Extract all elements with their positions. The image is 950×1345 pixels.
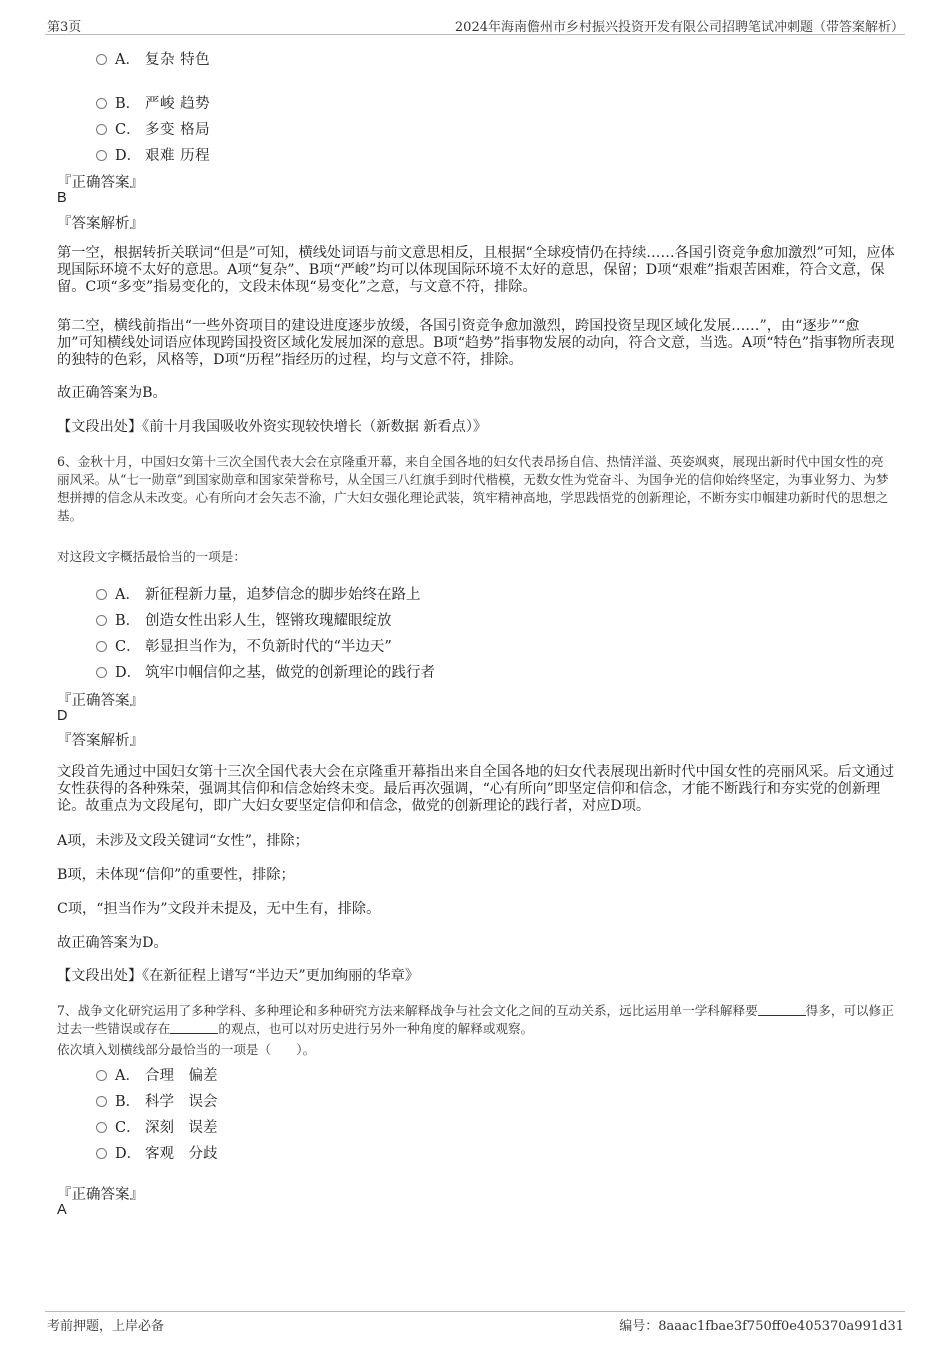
- radio-icon[interactable]: [96, 98, 107, 109]
- analysis-paragraph: 第二空，横线前指出“一些外资项目的建设进度逐步放缓，各国引资竞争愈加激烈，跨国投资呈现区域化发展……”，由“逐步”“愈加”可知横线处词语应体现跨国投资区域化发展加深的意思。B项“趋势”指事物发展的动向，符合文意，当选。A项“特色”指事物所表现的独特的色彩，风格等，D项“历程”指经历的过程，均与文意不符，排除。: [57, 318, 895, 368]
- question-part: 7、战争文化研究运用了多种学科、多种理论和多种研究方法来解释战争与社会文化之间的互动关系，远比运用单一学科解释要: [57, 1003, 758, 1018]
- correct-answer-heading: 『正确答案』: [57, 1187, 144, 1203]
- analysis-item: B项，未体现“信仰”的重要性，排除；: [57, 867, 295, 883]
- document-title: 2024年海南儋州市乡村振兴投资开发有限公司招聘笔试冲刺题（带答案解析）: [454, 20, 904, 35]
- option-label: A．: [115, 1068, 140, 1084]
- option-text: 艰难 历程: [145, 148, 211, 164]
- option-text: 创造女性出彩人生，铿锵玫瑰耀眼绽放: [145, 613, 392, 629]
- question-prompt: 对这段文字概括最恰当的一项是：: [57, 549, 246, 564]
- analysis-item: A项，未涉及文段关键词“女性”，排除；: [57, 833, 309, 849]
- q5-option-d[interactable]: [96, 144, 210, 165]
- radio-icon[interactable]: [96, 615, 107, 626]
- question-text: [57, 1002, 895, 1038]
- option-text: 复杂 特色: [145, 52, 211, 68]
- header-divider: [45, 34, 905, 35]
- q5-option-a[interactable]: [96, 48, 210, 69]
- option-label: D．: [115, 148, 142, 164]
- option-label: C．: [115, 1120, 141, 1136]
- analysis-conclusion: 故正确答案为D。: [57, 935, 168, 951]
- source-citation: 【文段出处】《前十月我国吸收外资实现较快增长（新数据 新看点）》: [57, 419, 488, 435]
- option-label: A．: [115, 587, 140, 603]
- correct-answer-value: D: [57, 708, 68, 724]
- fill-blank: [758, 1003, 806, 1016]
- q7-option-a[interactable]: [96, 1064, 218, 1085]
- question-part: 得多，可以修正过去一些错误或存在: [57, 1003, 894, 1036]
- analysis-paragraph: 第一空，根据转折关联词“但是”可知，横线处词语与前文意思相反，且根据“全球疫情仍在持续……各国引资竞争愈加激烈”可知，应体现国际环境不太好的意思。A项“复杂”、B项“严峻”均可以体现国际环境不太好的意思，保留；D项“艰难”指艰苦困难，符合文意，保留。C项“多变”指易变化的，文段未体现“易变化”之意，与文意不符，排除。: [57, 245, 895, 295]
- q7-option-c[interactable]: [96, 1116, 218, 1137]
- page-number: 第3页: [47, 20, 82, 35]
- option-text: 筑牢巾帼信仰之基，做党的创新理论的践行者: [145, 665, 435, 681]
- q6-option-c[interactable]: [96, 635, 392, 656]
- radio-icon[interactable]: [96, 1122, 107, 1133]
- correct-answer-value: A: [57, 1202, 67, 1218]
- analysis-paragraph: 文段首先通过中国妇女第十三次全国代表大会在京隆重开幕指出来自全国各地的妇女代表展现出新时代中国女性的亮丽风采。后文通过女性获得的各种殊荣，强调其信仰和信念始终未变。最后再次强调，“心有所向”即坚定信仰和信念，才能不断践行和夯实党的创新理论。故重点为文段尾句，即广大妇女要坚定信仰和信念，做党的创新理论的践行者，对应D项。: [57, 764, 895, 814]
- q5-option-c[interactable]: [96, 118, 210, 139]
- option-label: B．: [115, 96, 141, 112]
- option-label: B．: [115, 1094, 141, 1110]
- option-text: 客观 分歧: [145, 1146, 218, 1162]
- option-text: 彰显担当作为，不负新时代的“半边天”: [145, 639, 392, 655]
- question-part: 的观点，也可以对历史进行另外一种角度的解释或观察。: [218, 1021, 534, 1036]
- option-text: 多变 格局: [145, 122, 211, 138]
- radio-icon[interactable]: [96, 1070, 107, 1081]
- radio-icon[interactable]: [96, 667, 107, 678]
- radio-icon[interactable]: [96, 150, 107, 161]
- option-label: A．: [115, 52, 140, 68]
- option-label: B．: [115, 613, 141, 629]
- source-citation: 【文段出处】《在新征程上谱写“半边天”更加绚丽的华章》: [57, 968, 420, 984]
- question-text: 6、金秋十月，中国妇女第十三次全国代表大会在京隆重开幕，来自全国各地的妇女代表昂扬自信、热情洋溢、英姿飒爽，展现出新时代中国女性的亮丽风采。从“七一勋章”到国家勋章和国家荣誉称号，从全国三八红旗手到时代楷模，无数女性为党奋斗、为国争光的信仰始终坚定，为事业努力、为梦想拼搏的信念从未改变。心有所向才会矢志不渝，广大妇女强化理论武装，筑牢精神高地，学思践悟党的创新理论，不断夯实巾帼建功新时代的思想之基。: [57, 454, 889, 523]
- option-label: D．: [115, 665, 142, 681]
- radio-icon[interactable]: [96, 124, 107, 135]
- q6-option-d[interactable]: [96, 661, 435, 682]
- question-prompt: 依次填入划横线部分最恰当的一项是（ ）。: [57, 1042, 316, 1057]
- option-text: 严峻 趋势: [145, 96, 211, 112]
- q7-option-b[interactable]: [96, 1090, 218, 1111]
- q5-option-b[interactable]: [96, 92, 210, 113]
- option-label: C．: [115, 122, 141, 138]
- fill-blank: [170, 1021, 218, 1034]
- analysis-conclusion: 故正确答案为B。: [57, 385, 167, 401]
- option-text: 科学 误会: [145, 1094, 218, 1110]
- option-text: 新征程新力量，追梦信念的脚步始终在路上: [145, 587, 421, 603]
- analysis-heading: 『答案解析』: [57, 216, 144, 232]
- radio-icon[interactable]: [96, 589, 107, 600]
- option-label: C．: [115, 639, 141, 655]
- radio-icon[interactable]: [96, 1148, 107, 1159]
- analysis-item: C项，“担当作为”文段并未提及，无中生有，排除。: [57, 901, 381, 917]
- option-text: 合理 偏差: [145, 1068, 218, 1084]
- q7-option-d[interactable]: [96, 1142, 218, 1163]
- document-id: 编号：8aaac1fbae3f750ff0e405370a991d31: [619, 1319, 904, 1334]
- correct-answer-value: B: [57, 190, 67, 206]
- correct-answer-heading: 『正确答案』: [57, 693, 144, 709]
- radio-icon[interactable]: [96, 641, 107, 652]
- correct-answer-heading: 『正确答案』: [57, 175, 144, 191]
- option-text: 深刻 误差: [145, 1120, 218, 1136]
- option-label: D．: [115, 1146, 142, 1162]
- q6-option-a[interactable]: [96, 583, 421, 604]
- footer-slogan: 考前押题，上岸必备: [47, 1319, 165, 1334]
- analysis-heading: 『答案解析』: [57, 733, 144, 749]
- q6-option-b[interactable]: [96, 609, 392, 630]
- radio-icon[interactable]: [96, 1096, 107, 1107]
- radio-icon[interactable]: [96, 54, 107, 65]
- footer-divider: [45, 1311, 905, 1312]
